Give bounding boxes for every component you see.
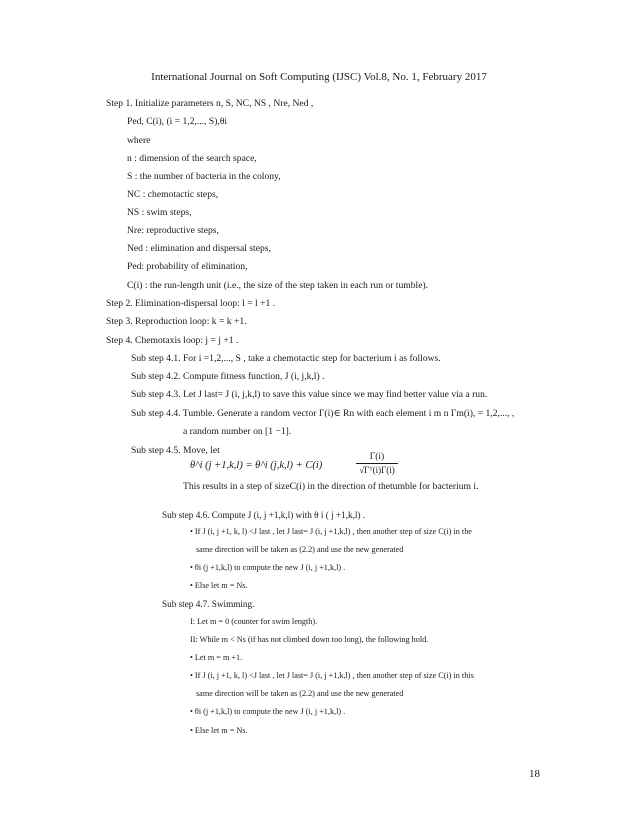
sub-step-4-6-cont: same direction will be taken as (2.2) and use the new generated	[196, 545, 404, 554]
equation-numerator: Γ(i)	[369, 452, 385, 462]
def-nre: Nre: reproductive steps,	[127, 225, 219, 236]
def-s: S : the number of bacteria in the colony,	[127, 171, 281, 182]
sub-step-4-4-cont: a random number on [1 −1].	[183, 426, 292, 437]
step-result-text: This results in a step of sizeC(i) in the direction of thetumble for bacterium i.	[183, 481, 479, 492]
where-label: where	[127, 135, 151, 146]
step-1: Step 1. Initialize parameters n, S, NC, NS , Nre, Ned ,	[106, 98, 314, 109]
sub-step-4-6-bullet-3: • Else let m = Ns.	[190, 581, 248, 590]
step-3: Step 3. Reproduction loop: k = k +1.	[106, 316, 247, 327]
step-4: Step 4. Chemotaxis loop: j = j +1 .	[106, 335, 239, 346]
def-ped: Ped: probability of elimination,	[127, 261, 248, 272]
sub-step-4-6-bullet-2: • θi (j +1,k,l) to compute the new J (i, j +1,k,l) .	[190, 563, 346, 572]
sub-step-4-5: Sub step 4.5. Move, let	[131, 445, 220, 456]
sub-step-4-4: Sub step 4.4. Tumble. Generate a random vector Γ(i)∈ Rn with each element i m n Γm(i), = 1,2,..., ,	[131, 408, 515, 419]
equation-denominator: √Γᵀ(i)Γ(i)	[359, 465, 395, 475]
sub-step-4-3: Sub step 4.3. Let J last= J (i, j,k,l) to save this value since we may find better value via a run.	[131, 389, 488, 400]
swim-step-ii: II: While m < Ns (if has not climbed down too long), the following hold.	[190, 635, 429, 644]
def-nc: NC : chemotactic steps,	[127, 189, 219, 200]
sub-step-4-7: Sub step 4.7. Swimming.	[162, 599, 255, 609]
swim-bullet-2: • If J (i, j +1, k, l) <J last , let J last= J (i, j +1,k,l) , then another step of size C(i) in this	[190, 671, 474, 680]
page-number: 18	[529, 768, 540, 780]
swim-bullet-4: • Else let m = Ns.	[190, 726, 248, 735]
fraction-bar	[356, 463, 398, 464]
sub-step-4-2: Sub step 4.2. Compute fitness function, J (i, j,k,l) .	[131, 371, 325, 382]
swim-bullet-1: • Let m = m +1.	[190, 653, 243, 662]
sub-step-4-1: Sub step 4.1. For i =1,2,..., S , take a chemotactic step for bacterium i as follows.	[131, 353, 441, 364]
def-n: n : dimension of the search space,	[127, 153, 257, 164]
swim-bullet-2-cont: same direction will be taken as (2.2) and use the new generated	[196, 689, 404, 698]
equation-lhs: θ^i (j +1,k,l) = θ^i (j,k,l) + C(i)	[190, 460, 323, 471]
equation-fraction	[356, 452, 398, 475]
step-1-params: Ped, C(i), (i = 1,2,..., S),θi	[127, 116, 228, 127]
sub-step-4-6-bullet-1: • If J (i, j +1, k, l) <J last , let J last= J (i, j +1,k,l) , then another step of size C(i) in the	[190, 527, 472, 536]
def-ned: Ned : elimination and dispersal steps,	[127, 243, 271, 254]
sub-step-4-6: Sub step 4.6. Compute J (i, j +1,k,l) with θ i ( j +1,k,l) .	[162, 510, 366, 520]
swim-bullet-3: • θi (j +1,k,l) to compute the new J (i, j +1,k,l) .	[190, 707, 346, 716]
def-ci: C(i) : the run-length unit (i.e., the size of the step taken in each run or tumble).	[127, 280, 429, 291]
step-2: Step 2. Elimination-dispersal loop: l = l +1 .	[106, 298, 276, 309]
swim-step-i: I: Let m = 0 (counter for swim length).	[190, 617, 318, 626]
def-ns: NS : swim steps,	[127, 207, 192, 218]
journal-header: International Journal on Soft Computing (IJSC) Vol.8, No. 1, February 2017	[151, 71, 487, 83]
